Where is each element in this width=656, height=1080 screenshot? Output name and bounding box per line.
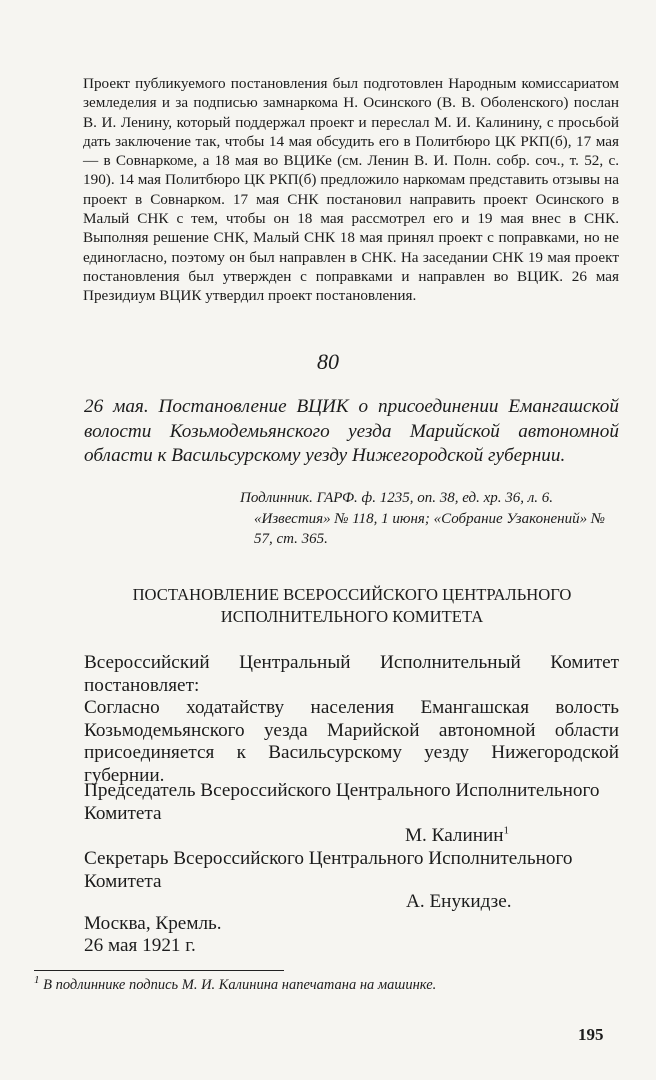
source-archive: Подлинник. ГАРФ. ф. 1235, оп. 38, ед. хр. 36, л. 6. xyxy=(240,490,554,506)
heading-line-2: ИСПОЛНИТЕЛЬНОГО КОМИТЕТА xyxy=(220,607,484,626)
place-line: Москва, Кремль. xyxy=(84,913,222,934)
date-line: 26 мая 1921 г. xyxy=(84,935,196,956)
footnote-text: В подлиннике подпись М. И. Калинина напечатана на машинке. xyxy=(43,977,437,993)
source-publication: «Известия» № 118, 1 июня; «Собрание Узаконений» № 57, ст. 365. xyxy=(254,510,606,547)
secretary-signature-title: Секретарь Всероссийского Центрального Исполнительного Комитета xyxy=(84,848,573,892)
chair-signature-name: М. Калинин$^1$ xyxy=(405,824,510,846)
resolution-body xyxy=(84,652,619,787)
body-paragraph-1: Всероссийский Центральный Исполнительный Комитет постановляет: xyxy=(84,652,619,696)
footnote-mark: 1 xyxy=(34,974,40,987)
page-number: 195 xyxy=(578,1025,604,1044)
document-title: 26 мая. Постановление ВЦИК о присоединении Емангашской волости Козьмодемьянского уезда Марийской автономной области к Васильсурскому уезду Нижегородской губернии. xyxy=(84,396,619,466)
document-number: 80 xyxy=(317,349,339,374)
secretary-signature-name: А. Енукидзе. xyxy=(406,891,512,912)
intro-paragraph: Проект публикуемого постановления был подготовлен Народным комиссариатом земледелия и за подписью замнаркома Н. Осинского (В. В. Оболенского) послан В. И. Ленину, который поддержал проект и переслал М. И. Калинину, с просьбой дать заключение так, чтобы 14 мая обсудить его в Политбюро ЦК РКП(б), 17 мая — в Совнаркоме, а 18 мая во ВЦИКе (см. Ленин В. И. Полн. собр. соч., т. 52, с. 190). 14 мая Политбюро ЦК РКП(б) предложило наркомам представить отзывы на проект в Совнарком. 17 мая СНК постановил направить проект Осинского в Малый СНК с тем, чтобы он 18 мая рассмотрел его и 19 мая внес в СНК. Выполняя решение СНК, Малый СНК 18 мая принял проект с поправками, но не единогласно, поэтому он был направлен в СНК. На заседании СНК 19 мая проект постановления был утвержден с поправками и направлен во ВЦИК. 26 мая Президиум ВЦИК утвердил проект постановления. xyxy=(83,75,619,305)
body-paragraph-2: Согласно ходатайству населения Емангашская волость Козьмодемьянского уезда Марийской автономной области присоединяется к Васильсурскому уезду Нижегородской губернии. xyxy=(84,697,619,786)
footnote-ref-mark: 1 xyxy=(503,824,510,837)
resolution-heading xyxy=(84,584,620,628)
heading-line-1: ПОСТАНОВЛЕНИЕ ВСЕРОССИЙСКОГО ЦЕНТРАЛЬНОГО xyxy=(132,585,572,604)
footnote xyxy=(34,974,624,994)
chair-signature-title: Председатель Всероссийского Центрального Исполнительного Комитета xyxy=(84,780,600,824)
footnote-divider xyxy=(34,970,284,971)
source-reference xyxy=(240,488,620,550)
